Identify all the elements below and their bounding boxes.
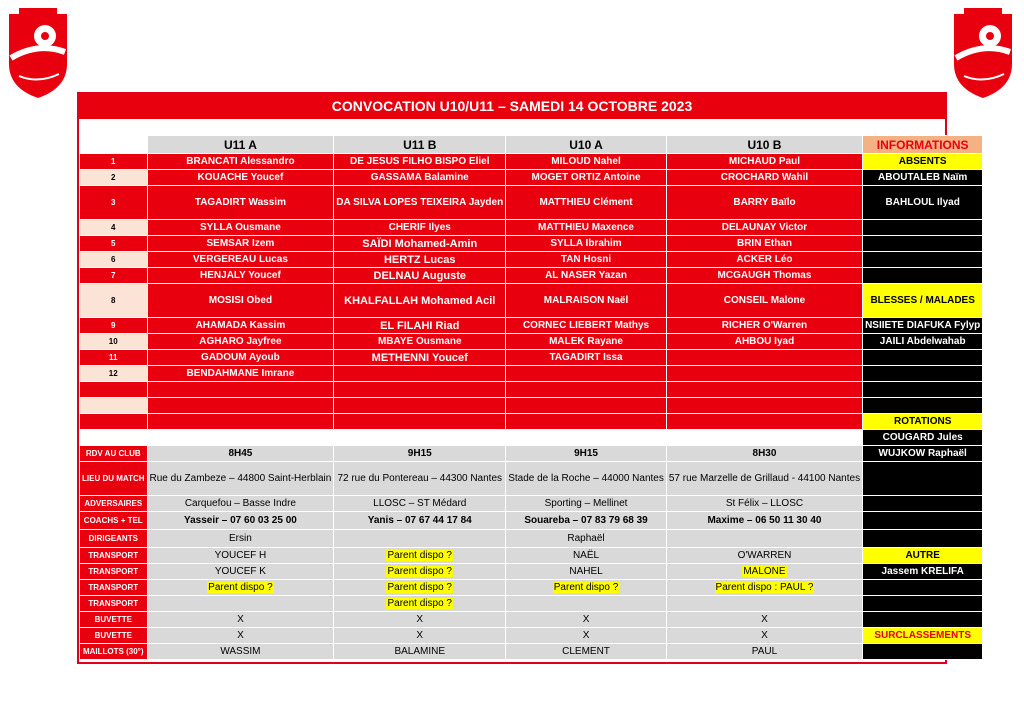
table-row [80, 430, 983, 446]
detail-cell-u11b [334, 548, 506, 564]
player-cell-u11b: DA SILVA LOPES TEIXEIRA Jayden [334, 186, 506, 220]
highlighted-text: Parent dispo ? [387, 597, 452, 609]
detail-cell-u11b: 72 rue du Pontereau – 44300 Nantes [334, 462, 506, 496]
detail-cell-u10b: X [666, 612, 862, 628]
player-cell-u11b: KHALFALLAH Mohamed Acil [334, 284, 506, 318]
row-number [80, 430, 148, 446]
detail-cell-u10b: O'WARREN [666, 548, 862, 564]
highlighted-text: Parent dispo ? [553, 581, 619, 593]
table-row [80, 398, 983, 414]
header-u11b: U11 B [334, 136, 506, 154]
detail-cell-u11a: Rue du Zambeze – 44800 Saint-Herblain [147, 462, 334, 496]
detail-cell-u10b: 8H30 [666, 446, 862, 462]
detail-label: TRANSPORT [80, 548, 148, 564]
highlighted-text: Parent dispo ? [208, 581, 273, 593]
player-cell-u11b [334, 382, 506, 398]
highlighted-text: Parent dispo : PAUL ? [715, 581, 814, 593]
detail-cell-u11a: WASSIM [147, 644, 334, 660]
row-number: 12 [80, 366, 148, 382]
table-row [80, 186, 983, 220]
info-cell [863, 612, 983, 628]
info-cell [863, 398, 983, 414]
detail-cell-u10a: 9H15 [506, 446, 667, 462]
detail-cell-u10b [666, 530, 862, 548]
info-cell [863, 252, 983, 268]
header-u11a: U11 A [147, 136, 334, 154]
table-row [80, 170, 983, 186]
detail-cell-u10a: Stade de la Roche – 44000 Nantes [506, 462, 667, 496]
header-row [80, 136, 983, 154]
player-cell-u11a: AGHARO Jayfree [147, 334, 334, 350]
detail-row [80, 548, 983, 564]
detail-cell-u10b: PAUL [666, 644, 862, 660]
player-cell-u11a [147, 382, 334, 398]
detail-row [80, 564, 983, 580]
info-cell: ROTATIONS [863, 414, 983, 430]
player-cell-u11b [334, 366, 506, 382]
detail-cell-u11a: X [147, 612, 334, 628]
spacer-row [79, 119, 945, 135]
info-cell: SURCLASSEMENTS [863, 628, 983, 644]
info-cell [863, 382, 983, 398]
table-row [80, 318, 983, 334]
player-cell-u10a: SYLLA Ibrahim [506, 236, 667, 252]
highlighted-text: Parent dispo ? [387, 565, 452, 577]
player-cell-u10b: DELAUNAY Victor [666, 220, 862, 236]
detail-label: BUVETTE [80, 612, 148, 628]
detail-label: LIEU DU MATCH [80, 462, 148, 496]
page-title: CONVOCATION U10/U11 – SAMEDI 14 OCTOBRE 2023 [79, 94, 945, 119]
player-cell-u10b [666, 366, 862, 382]
player-cell-u10a [506, 382, 667, 398]
detail-cell-u10b [666, 580, 862, 596]
detail-cell-u10a: Sporting – Mellinet [506, 496, 667, 512]
player-cell-u11a [147, 414, 334, 430]
header-info: INFORMATIONS [863, 136, 983, 154]
detail-cell-u10a: X [506, 612, 667, 628]
detail-cell-u11b: X [334, 612, 506, 628]
player-cell-u10a: MALRAISON Naël [506, 284, 667, 318]
info-cell: Jassem KRELIFA [863, 564, 983, 580]
row-number: 4 [80, 220, 148, 236]
detail-cell-u10a [506, 596, 667, 612]
detail-label: TRANSPORT [80, 564, 148, 580]
detail-cell-u11b: X [334, 628, 506, 644]
player-cell-u10b: CONSEIL Malone [666, 284, 862, 318]
highlighted-text: Parent dispo ? [387, 549, 452, 561]
detail-cell-u11b [334, 530, 506, 548]
info-cell: BAHLOUL Ilyad [863, 186, 983, 220]
table-row [80, 334, 983, 350]
player-cell-u10b: ACKER Léo [666, 252, 862, 268]
detail-cell-u11a [147, 580, 334, 596]
detail-cell-u10b: X [666, 628, 862, 644]
detail-cell-u11b: LLOSC – ST Médard [334, 496, 506, 512]
info-cell: JAILI Abdelwahab [863, 334, 983, 350]
detail-row [80, 446, 983, 462]
info-cell [863, 268, 983, 284]
table-row [80, 236, 983, 252]
detail-cell-u10a: NAËL [506, 548, 667, 564]
highlighted-text: Parent dispo ? [387, 581, 452, 593]
detail-row [80, 644, 983, 660]
player-cell-u10a: MATTHIEU Maxence [506, 220, 667, 236]
player-cell-u11b: METHENNI Youcef [334, 350, 506, 366]
detail-cell-u10b [666, 596, 862, 612]
player-cell-u10b: RICHER O'Warren [666, 318, 862, 334]
player-cell-u11b [334, 430, 506, 446]
player-cell-u10a: TAN Hosni [506, 252, 667, 268]
player-cell-u10a: MOGET ORTIZ Antoine [506, 170, 667, 186]
convocation-sheet [77, 92, 981, 664]
player-cell-u10b: MICHAUD Paul [666, 154, 862, 170]
convocation-table [79, 135, 983, 660]
table-row [80, 284, 983, 318]
detail-cell-u11a: Ersin [147, 530, 334, 548]
row-number: 8 [80, 284, 148, 318]
detail-cell-u10a: X [506, 628, 667, 644]
player-cell-u10a: TAGADIRT Issa [506, 350, 667, 366]
info-cell [863, 366, 983, 382]
info-cell [863, 350, 983, 366]
row-number: 10 [80, 334, 148, 350]
info-cell: BLESSES / MALADES [863, 284, 983, 318]
detail-cell-u10a [506, 580, 667, 596]
player-cell-u11b: HERTZ Lucas [334, 252, 506, 268]
detail-row [80, 530, 983, 548]
detail-cell-u10b [666, 564, 862, 580]
row-number [80, 382, 148, 398]
detail-cell-u11b: 9H15 [334, 446, 506, 462]
player-cell-u10a: MILOUD Nahel [506, 154, 667, 170]
detail-cell-u11b: Yanis – 07 67 44 17 84 [334, 512, 506, 530]
row-number: 6 [80, 252, 148, 268]
player-cell-u11b [334, 398, 506, 414]
detail-row [80, 596, 983, 612]
player-cell-u11a: BRANCATI Alessandro [147, 154, 334, 170]
row-number: 2 [80, 170, 148, 186]
info-cell: COUGARD Jules [863, 430, 983, 446]
info-cell: NSIIETE DIAFUKA Fylyp [863, 318, 983, 334]
info-cell [863, 462, 983, 496]
detail-cell-u10b: Maxime – 06 50 11 30 40 [666, 512, 862, 530]
club-crest-icon [5, 6, 71, 100]
player-cell-u10b: CROCHARD Wahil [666, 170, 862, 186]
info-cell [863, 496, 983, 512]
player-cell-u11a: MOSISI Obed [147, 284, 334, 318]
player-cell-u10b: BARRY Baïlo [666, 186, 862, 220]
row-number: 1 [80, 154, 148, 170]
player-cell-u11b: DE JESUS FILHO BISPO Eliel [334, 154, 506, 170]
detail-cell-u11b [334, 580, 506, 596]
info-cell [863, 580, 983, 596]
detail-cell-u11a: YOUCEF H [147, 548, 334, 564]
player-cell-u11a: KOUACHE Youcef [147, 170, 334, 186]
row-number: 9 [80, 318, 148, 334]
player-cell-u10b [666, 430, 862, 446]
header-u10a: U10 A [506, 136, 667, 154]
player-cell-u10b: BRIN Ethan [666, 236, 862, 252]
player-cell-u11b: CHERIF Ilyes [334, 220, 506, 236]
detail-cell-u10a: CLEMENT [506, 644, 667, 660]
player-cell-u10a [506, 398, 667, 414]
player-cell-u11a: SYLLA Ousmane [147, 220, 334, 236]
highlighted-text: MALONE [743, 565, 786, 577]
player-cell-u11a: TAGADIRT Wassim [147, 186, 334, 220]
player-cell-u10b: AHBOU Iyad [666, 334, 862, 350]
detail-row [80, 612, 983, 628]
player-cell-u11b: DELNAU Auguste [334, 268, 506, 284]
info-cell [863, 530, 983, 548]
player-cell-u10b [666, 414, 862, 430]
detail-cell-u10a: Raphaël [506, 530, 667, 548]
player-cell-u11a: AHAMADA Kassim [147, 318, 334, 334]
header-u10b: U10 B [666, 136, 862, 154]
info-cell [863, 512, 983, 530]
player-cell-u11b: MBAYE Ousmane [334, 334, 506, 350]
detail-row [80, 628, 983, 644]
info-cell [863, 644, 983, 660]
detail-cell-u11a: 8H45 [147, 446, 334, 462]
player-cell-u11a: VERGEREAU Lucas [147, 252, 334, 268]
row-number: 7 [80, 268, 148, 284]
detail-cell-u10b: 57 rue Marzelle de Grillaud - 44100 Nantes [666, 462, 862, 496]
header-corner [80, 136, 148, 154]
player-cell-u10b [666, 382, 862, 398]
row-number: 5 [80, 236, 148, 252]
player-cell-u11a: GADOUM Ayoub [147, 350, 334, 366]
table-row [80, 252, 983, 268]
player-cell-u11a: HENJALY Youcef [147, 268, 334, 284]
row-number: 11 [80, 350, 148, 366]
detail-row [80, 580, 983, 596]
detail-cell-u10a: NAHEL [506, 564, 667, 580]
player-cell-u10a: CORNEC LIEBERT Mathys [506, 318, 667, 334]
player-cell-u11a: BENDAHMANE Imrane [147, 366, 334, 382]
table-body [80, 136, 983, 660]
detail-cell-u11a [147, 596, 334, 612]
detail-cell-u11b [334, 596, 506, 612]
table-row [80, 366, 983, 382]
detail-label: RDV AU CLUB [80, 446, 148, 462]
table-row [80, 414, 983, 430]
info-cell [863, 596, 983, 612]
detail-row [80, 496, 983, 512]
detail-label: BUVETTE [80, 628, 148, 644]
player-cell-u10a [506, 430, 667, 446]
info-cell: ABSENTS [863, 154, 983, 170]
detail-row [80, 462, 983, 496]
player-cell-u11a [147, 430, 334, 446]
player-cell-u11b: GASSAMA Balamine [334, 170, 506, 186]
info-cell: WUJKOW Raphaël [863, 446, 983, 462]
detail-cell-u11b [334, 564, 506, 580]
info-cell [863, 220, 983, 236]
row-number: 3 [80, 186, 148, 220]
detail-cell-u10a: Souareba – 07 83 79 68 39 [506, 512, 667, 530]
player-cell-u10b [666, 398, 862, 414]
detail-cell-u11a: Yasseir – 07 60 03 25 00 [147, 512, 334, 530]
detail-label: MAILLOTS (30°) [80, 644, 148, 660]
detail-label: ADVERSAIRES [80, 496, 148, 512]
player-cell-u11b: SAÏDI Mohamed-Amin [334, 236, 506, 252]
info-cell: ABOUTALEB Naïm [863, 170, 983, 186]
detail-cell-u11a: X [147, 628, 334, 644]
table-row [80, 154, 983, 170]
player-cell-u10a [506, 366, 667, 382]
player-cell-u10a: AL NASER Yazan [506, 268, 667, 284]
detail-label: TRANSPORT [80, 596, 148, 612]
row-number [80, 414, 148, 430]
row-number [80, 398, 148, 414]
player-cell-u10a [506, 414, 667, 430]
detail-label: DIRIGEANTS [80, 530, 148, 548]
player-cell-u10b [666, 350, 862, 366]
info-cell: AUTRE [863, 548, 983, 564]
detail-label: TRANSPORT [80, 580, 148, 596]
table-row [80, 350, 983, 366]
table-row [80, 382, 983, 398]
info-cell [863, 236, 983, 252]
player-cell-u10b: MCGAUGH Thomas [666, 268, 862, 284]
detail-cell-u11a: Carquefou – Basse Indre [147, 496, 334, 512]
player-cell-u11b: EL FILAHI Riad [334, 318, 506, 334]
player-cell-u11a [147, 398, 334, 414]
detail-cell-u11a: YOUCEF K [147, 564, 334, 580]
player-cell-u11a: SEMSAR Izem [147, 236, 334, 252]
table-row [80, 220, 983, 236]
detail-row [80, 512, 983, 530]
club-crest-icon [950, 6, 1016, 100]
detail-cell-u11b: BALAMINE [334, 644, 506, 660]
detail-label: COACHS + TEL [80, 512, 148, 530]
player-cell-u11b [334, 414, 506, 430]
player-cell-u10a: MALEK Rayane [506, 334, 667, 350]
table-row [80, 268, 983, 284]
detail-cell-u10b: St Félix – LLOSC [666, 496, 862, 512]
player-cell-u10a: MATTHIEU Clément [506, 186, 667, 220]
